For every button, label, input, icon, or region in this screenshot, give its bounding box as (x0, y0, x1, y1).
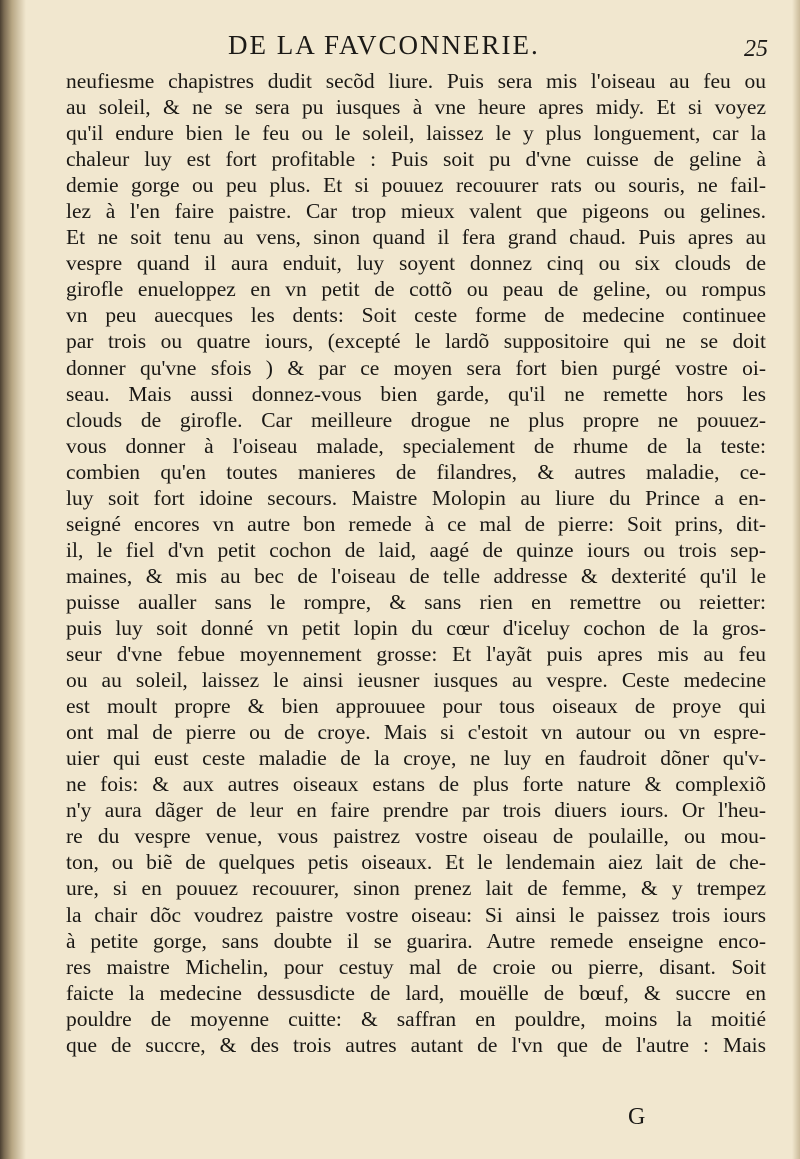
text-line: re du vespre venue, vous paistrez vostre oiseau de poulaille, ou mou- (66, 824, 766, 849)
text-line: uier qui eust ceste maladie de la croye, ne luy en faudroit dõner qu'v- (66, 746, 766, 771)
text-line: ure, si en pouuez recouurer, sinon prenez lait de femme, & y trempez (66, 876, 766, 901)
text-line: donner qu'vne sfois ) & par ce moyen sera fort bien purgé vostre oi- (66, 355, 766, 380)
text-line: puis luy soit donné vn petit lopin du cœur d'iceluy cochon de la gros- (66, 615, 766, 640)
text-line: il, le fiel d'vn petit cochon de laid, aagé de quinze iours ou trois sep- (66, 537, 766, 562)
text-line: clouds de girofle. Car meilleure drogue ne plus propre ne pouuez- (66, 407, 766, 432)
text-line: demie gorge ou peu plus. Et si pouuez recouurer rats ou souris, ne fail- (66, 173, 766, 198)
text-line: puisse aualler sans le rompre, & sans rien en remettre ou reietter: (66, 589, 766, 614)
text-line: seigné encores vn autre bon remede à ce mal de pierre: Soit prins, dit- (66, 511, 766, 536)
text-line: par trois ou quatre iours, (excepté le lardõ suppositoire qui ne se doit (66, 329, 766, 354)
text-line: neufiesme chapistres dudit secõd liure. Puis sera mis l'oiseau au feu ou (66, 69, 766, 93)
text-line: vespre quand il aura enduit, luy soyent donnez cinq ou six clouds de (66, 251, 766, 276)
text-line: Et ne soit tenu au vens, sinon quand il fera grand chaud. Puis apres au (66, 225, 766, 250)
text-line: ont mal de pierre ou de croye. Mais si c'estoit vn autour ou vn espre- (66, 720, 766, 745)
text-line: vn peu auecques les dents: Soit ceste forme de medecine continuee (66, 303, 766, 328)
text-line: res maistre Michelin, pour cestuy mal de croie ou pierre, disant. Soit (66, 954, 766, 979)
text-line: vous donner à l'oiseau malade, specialement de rhume de la teste: (66, 433, 766, 458)
text-line: au soleil, & ne se sera pu iusques à vne heure apres midy. Et si voyez (66, 95, 766, 120)
text-line: maines, & mis au bec de l'oiseau de telle addresse & dexterité qu'il le (66, 563, 766, 588)
text-line: chaleur luy est fort profitable : Puis soit pu d'vne cuisse de geline à (66, 147, 766, 172)
page-number: 25 (744, 36, 768, 62)
text-line: seau. Mais aussi donnez-vous bien garde, qu'il ne remette hors les (66, 381, 766, 406)
text-line: que de succre, & des trois autres autant de l'vn que de l'autre : Mais (66, 1032, 766, 1057)
text-line: la chair dõc voudrez paistre vostre oiseau: Si ainsi le paissez trois iours (66, 902, 766, 927)
page-edge (792, 0, 800, 1159)
body-text (66, 68, 766, 1058)
text-line: luy soit fort idoine secours. Maistre Molopin au liure du Prince a en- (66, 485, 766, 510)
text-line: ne fois: & aux autres oiseaux estans de plus forte nature & complexiõ (66, 772, 766, 797)
text-line: pouldre de moyenne cuitte: & saffran en pouldre, moins la moitié (66, 1006, 766, 1031)
text-line: faicte la medecine dessusdicte de lard, mouëlle de bœuf, & succre en (66, 980, 766, 1005)
text-line: à petite gorge, sans doubte il se guarira. Autre remede enseigne enco- (66, 928, 766, 953)
text-line: girofle enueloppez en vn petit de cottõ ou peau de geline, ou rompus (66, 277, 766, 302)
text-line: est moult propre & bien approuuee pour tous oiseaux de proye qui (66, 694, 766, 719)
text-line: seur d'vne febue moyennement grosse: Et l'ayãt puis apres mis au feu (66, 642, 766, 667)
text-line: combien qu'en toutes manieres de filandres, & autres maladie, ce- (66, 459, 766, 484)
running-title: DE LA FAVCONNERIE. (228, 30, 540, 60)
text-line: qu'il endure bien le feu ou le soleil, laissez le y plus longuement, car la (66, 121, 766, 146)
text-line: ou au soleil, laissez le ainsi ieusner iusques au vespre. Ceste medecine (66, 668, 766, 693)
text-line: n'y aura dãger de leur en faire prendre par trois diuers iours. Or l'heu- (66, 798, 766, 823)
text-line: ton, ou biẽ de quelques petis oiseaux. Et le lendemain aiez lait de che- (66, 850, 766, 875)
spine-shadow (0, 0, 26, 1159)
text-line: lez à l'en faire paistre. Car trop mieux valent que pigeons ou gelines. (66, 199, 766, 224)
signature-mark: G (628, 1104, 646, 1130)
